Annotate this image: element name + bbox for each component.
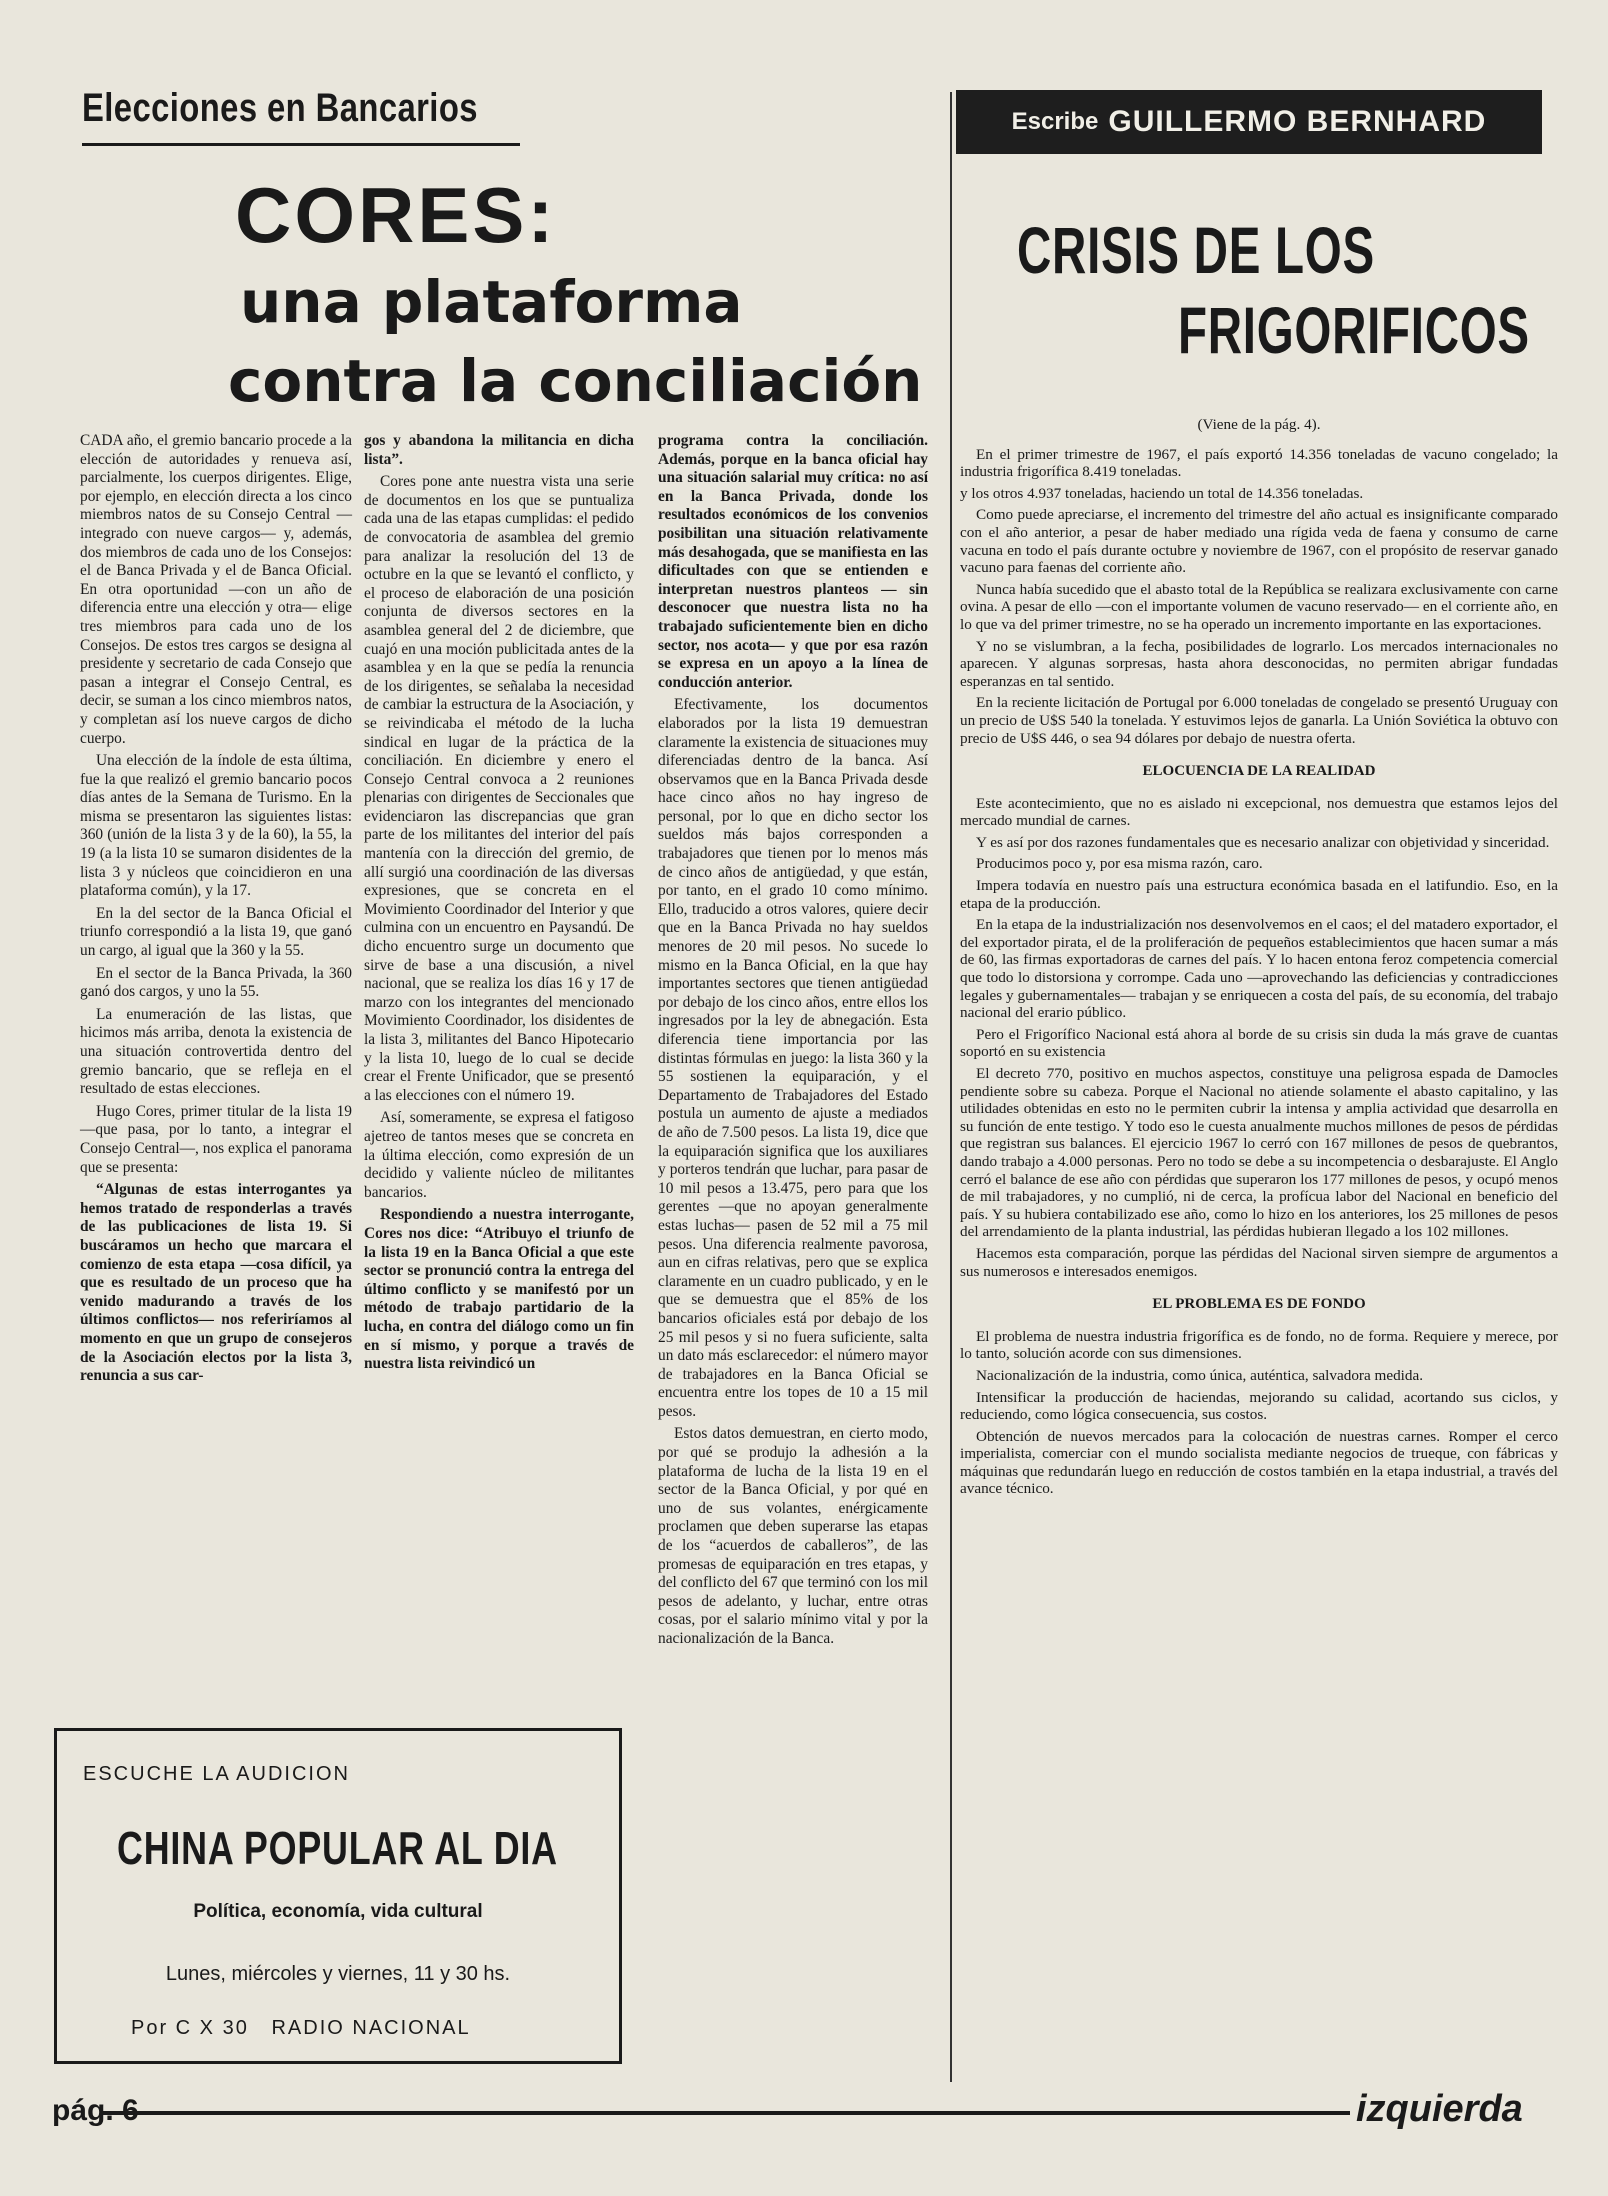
publication-name: izquierda [1350, 2088, 1529, 2131]
headline-crisis-line-2: FRIGORIFICOS [1178, 293, 1530, 367]
subhead-problema: EL PROBLEMA ES DE FONDO [1152, 1296, 1366, 1313]
headline-crisis-line-1: CRISIS DE LOS [1017, 213, 1375, 287]
column-divider [950, 92, 952, 2082]
paragraph: Como puede apreciarse, el incremento del trimestre del año actual es insignificante comparado con el año anterior, a pesar de haber mediado una rígida veda de faena y consumo de carne vacuna en todo el país durante octubre y noviembre de 1967, con el propósito de reservar ganado vacuno para faenas del corriente año. [960, 506, 1558, 577]
ad-schedule: Lunes, miércoles y viernes, 11 y 30 hs. [165, 1963, 511, 1985]
left-article-column-3 [658, 432, 928, 1653]
headline-line-2: una plataforma [240, 268, 743, 336]
continued-note: (Viene de la pág. 4). [1197, 416, 1321, 433]
left-article-column-2 [364, 432, 634, 1378]
byline-banner [956, 90, 1542, 154]
paragraph: El problema de nuestra industria frigorífica es de fondo, no de forma. Requiere y merece, por lo tanto, solución acorde con sus dimensiones. [960, 1327, 1558, 1363]
paragraph: programa contra la conciliación. Además, porque en la banca oficial hay una situación salarial muy crítica: no así en la Banca Privada, donde los resultados económicos de los convenios posibilitan una situación relativamente más desahogada, que se manifiesta en las dificultades con que se entienden e interpretan nuestros planteos — sin desconocer que nuestra lista no ha trabajado suficientemente bien en dicho sector, nos acota— y que por esa razón se expresa en un apoyo a la línea de conducción anterior. [658, 432, 928, 691]
headline-cores: CORES: [235, 171, 557, 259]
right-article-body [960, 416, 1558, 1502]
paragraph: En el sector de la Banca Privada, la 360 ganó dos cargos, y uno la 55. [80, 964, 352, 1001]
paragraph: CADA año, el gremio bancario procede a la elección de autoridades y renueva así, parcialmente, los cuerpos dirigentes. Elige, por ejemplo, en elección directa a los cinco miembros natos de su Consejo Central —integrado con nueve cargos— y, además, dos miembros de cada uno de los Consejos: el de Banca Privada y el de Banca Oficial. En otra oportunidad —con un año de diferencia entre una elección y otra— elige tres miembros para cada uno de los Consejos. De estos tres cargos se designa al presidente y secretario de cada Consejo que pasan a integrar el Consejo Central, es decir, se suman a los cinco miembros natos, y completan así los nueve cargos de dicho cuerpo. [80, 432, 352, 747]
paragraph: En el primer trimestre de 1967, el país exportó 14.356 toneladas de vacuno congelado; la industria frigorífica 8.419 toneladas. [960, 445, 1558, 481]
ad-subtitle: Política, economía, vida cultural [193, 1901, 483, 1922]
paragraph: Cores pone ante nuestra vista una serie de documentos en los que se puntualiza cada una de las etapas cumplidas: el pedido de convocatoria de asamblea del gremio para analizar la resolución del 13 de octubre en la que se levantó el conflicto, y el proceso de elaboración de una posición conjunta de diversos sectores en la asamblea general del 2 de diciembre, que cuajó en una moción publicitada antes de la asamblea y en la que se pedía la renuncia de los dirigentes, se señalaba la necesidad de cambiar la estructura de la Asociación, y se reivindicaba el método de la lucha sindical en lugar de la práctica de la conciliación. En diciembre y enero el Consejo Central convoca a 2 reuniones plenarias con dirigentes de Seccionales que evidenciaron las discrepancias que gran parte de los militantes del interior del país mantenía con la dirección del gremio, de allí surgió una coordinación de las diversas expresiones, que se concreta en el Movimiento Coordinador del Interior y que culmina con un encuentro en Paysandú. De dicho encuentro surge un documento que sirve de base a una discusión, a nivel nacional, que se realiza los días 16 y 17 de marzo con los integrantes del mencionado Movimiento Coordinador, los disidentes de la lista 3, militantes del Banco Hipotecario y la lista 10, luego de lo cual se decide crear el Frente Unificador, que se presentó a las elecciones con el número 19. [364, 473, 634, 1104]
paragraph: Y es así por dos razones fundamentales que es necesario analizar con objetividad y sinceridad. [976, 833, 1550, 851]
ad-title: CHINA POPULAR AL DIA [117, 1822, 558, 1874]
paragraph: Impera todavía en nuestro país una estructura económica basada en el latifundio. Eso, en la etapa de la producción. [960, 877, 1558, 912]
paragraph: En la etapa de la industrialización nos desenvolvemos en el caos; el del matadero exportador, el del exportador pirata, el de la proliferación de pequeños establecimientos que hacen sumar a más de 60, las firmas exportadoras de carnes del país. Y lo hacen entona feroz competencia comercial que todo lo distorsiona y corrompe. Cada uno —aprovechando las deficiencias y contradicciones legales y gubernamentales— trabajan y se enriquecen a costa del país, de su economía, del trabajo nacional del erario público. [960, 916, 1558, 1022]
radio-advertisement [54, 1728, 622, 2064]
paragraph: En la del sector de la Banca Oficial el triunfo correspondió a la lista 19, que ganó un cargo, al igual que la 360 y la 55. [80, 904, 352, 960]
paragraph: Efectivamente, los documentos elaborados por la lista 19 demuestran claramente la existencia de situaciones muy diferenciadas dentro de la banca. Así observamos que en la Banca Privada desde hace cinco años no hay ingreso de personal, por lo que en dicho sector los sueldos más bajos corresponden a trabajadores que tienen por lo menos más de cinco años de antigüedad, y que están, por tanto, en el grado 10 como mínimo. Ello, traducido a otros valores, quiere decir que en la Banca Privada no hay sueldos menores de 20 mil pesos. No sucede lo mismo en la Banca Oficial, en la que hay importantes sectores que tienen antigüedad por debajo de los cinco años, entre ellos los ingresados por la ley de abnegación. Esta diferencia tiene importancia por las distintas fórmulas en juego: la lista 360 y la 55 sostienen la equiparación, y el Departamento de Trabajadores del Estado postula un aumento de ajuste a mediados de año de 7.500 pesos. La lista 19, dice que la equiparación significa que los auxiliares y porteros tendrán que luchar, para pasar de 10 mil pesos a 13.475, pero para que los gerentes —que no apoyan generalmente estas luchas— pasen de 52 mil a 75 mil pesos. Una diferencia realmente pavorosa, aun en cifras relativas, pero que se explica claramente en un cuadro publicado, y en le que se demuestra que el 85% de los bancarios oficiales está por debajo de los 25 mil pesos y si no fuera suficiente, salta un dato más esclarecedor: el número mayor de trabajadores en la Banca Oficial se encuentra entre los topes de 10 a 15 mil pesos. [658, 696, 928, 1420]
paragraph: Una elección de la índole de esta última, fue la que realizó el gremio bancario pocos días antes de la Semana de Turismo. En la misma se presentaron las siguientes listas: 360 (unión de la lista 3 y de la 60), la 55, la 19 (a la lista 10 se sumaron disidentes de la lista 3 y núcleos que coincidieron en una plataforma común), y la 17. [80, 752, 352, 900]
page-number: pág. 6 [52, 2094, 139, 2127]
paragraph: Así, someramente, se expresa el fatigoso ajetreo de tantos meses que se concreta en la última elección, como expresión de un decidido y valiente núcleo de militantes bancarios. [364, 1109, 634, 1201]
paragraph: El decreto 770, positivo en muchos aspectos, constituye una peligrosa espada de Damocles pendiente sobre su cabeza. Porque el Nacional no atiende solamente el abasto capitalino, y las utilidades obtenidas en esto no le permiten cubrir la intensa y amplia actividad que desarrolla en su función de ente testigo. Y todo eso le cuesta anualmente muchos millones de pesos de pérdidas que registran sus balances. El ejercicio 1967 lo cerró con 167 millones de pesos de quebrantos, dando trabajo a 4.000 personas. Pero no todo se debe a su incompetencia o desbarajuste. El Anglo cerró el balance de ese año con pérdidas que superaron los 177 millones de pesos, y ocupó menos de mil trabajadores, y no cumplió, ni de cerca, la profícua labor del Nacional en beneficio del país. Y su hubiera contabilizado ese año, como lo hizo en los anteriores, los 25 millones de pesos del arrendamiento de la planta industrial, las pérdidas hubieran llegado a los 102 millones. [960, 1065, 1558, 1241]
paragraph: Nunca había sucedido que el abasto total de la República se realizara exclusivamente con carne ovina. A pesar de ello —con el importante volumen de vacuno reservado— en el corriente año, en lo que va del primer trimestre, no se ha operado un incremento importante en las exportaciones. [960, 580, 1558, 633]
paragraph: Obtención de nuevos mercados para la colocación de nuestras carnes. Romper el cerco imperialista, comerciar con el mundo socialista mediante negocios de trueque, con fábricas y máquinas que redundarán luego en reducción de costos también en la etapa industrial, a través del avance técnico. [960, 1427, 1558, 1498]
paragraph: Pero el Frigorífico Nacional está ahora al borde de su crisis sin duda la más grave de cuantas soportó en su existencia [960, 1025, 1558, 1061]
byline-author: GUILLERMO BERNHARD [1108, 105, 1487, 138]
paragraph: Nacionalización de la industria, como única, auténtica, salvadora medida. [976, 1366, 1424, 1384]
paragraph: Este acontecimiento, que no es aislado ni excepcional, nos demuestra que estamos lejos del mercado mundial de carnes. [960, 794, 1558, 830]
paragraph: Intensificar la producción de haciendas, mejorando su calidad, acortando sus ciclos, y reduciendo, como lógica consecuencia, sus costos. [960, 1388, 1558, 1424]
section-kicker: Elecciones en Bancarios [82, 86, 478, 130]
paragraph: gos y abandona la militancia en dicha lista”. [364, 432, 634, 468]
paragraph: “Algunas de estas interrogantes ya hemos tratado de responderlas a través de las publicaciones de lista 19. Si buscáramos un hecho que marcara el comienzo de esta etapa —cosa difícil, ya que es resultado de un proceso que ha venido madurando a través de los últimos conflictos— nos referiríamos al momento en que un grupo de consejeros de la Asociación electos por la lista 3, renuncia a sus car- [80, 1181, 352, 1385]
paragraph: Producimos poco y, por esa misma razón, caro. [976, 855, 1263, 873]
footer-rule [100, 2111, 1460, 2115]
kicker-underline [82, 143, 520, 146]
byline-lead: Escribe [1011, 108, 1099, 135]
paragraph: Estos datos demuestran, en cierto modo, por qué se produjo la adhesión a la plataforma de lucha de la lista 19 en el sector de la Banca Oficial, y por qué en uno de sus volantes, enérgicamente proclamen que deben superarse las etapas de los “acuerdos de caballeros”, de las promesas de equiparación en tres etapas, y del conflicto del 67 que terminó con los mil pesos de adelanto, y luchar, entre otras cosas, por el salario mínimo vital y por la nacionalización de la Banca. [658, 1425, 928, 1647]
paragraph: y los otros 4.937 toneladas, haciendo un total de 14.356 toneladas. [960, 484, 1364, 502]
paragraph: En la reciente licitación de Portugal por 6.000 toneladas de congelado se presentó Uruguay con un precio de U$S 540 la tonelada. Y estuvimos lejos de ganarla. La Unión Soviética la obtuvo con precio de U$S 446, o sea 94 dólares por debajo de nuestra oferta. [960, 694, 1558, 747]
paragraph: Hacemos esta comparación, porque las pérdidas del Nacional sirven siempre de argumentos a sus numerosos e interesados enemigos. [960, 1244, 1558, 1280]
paragraph: Respondiendo a nuestra interrogante, Cores nos dice: “Atribuyo el triunfo de la lista 19 en la Banca Oficial a que este sector se pronunció contra la entrega del último conflicto y se manifestó por un método de trabajo partidario de la lucha, en contra del diálogo como un fin en sí mismo, y porque a través de nuestra lista reivindicó un [364, 1206, 634, 1373]
headline-line-3: contra la conciliación [228, 347, 923, 415]
ad-kicker: ESCUCHE LA AUDICION [83, 1763, 350, 1785]
paragraph: Hugo Cores, primer titular de la lista 19 —que pasa, por lo tanto, a integrar el Consejo Central—, nos explica el panorama que se presenta: [80, 1102, 352, 1176]
subhead-elocuencia: ELOCUENCIA DE LA REALIDAD [1142, 763, 1376, 780]
paragraph: La enumeración de las listas, que hicimos más arriba, denota la existencia de una situación controvertida dentro del gremio bancario, que se refleja en el resultado de estas elecciones. [80, 1005, 352, 1098]
ad-station: Por C X 30 RADIO NACIONAL [131, 2017, 471, 2039]
left-article-column-1 [80, 432, 352, 1390]
paragraph: Y no se vislumbran, a la fecha, posibilidades de lograrlo. Los mercados internacionales no aparecen. Y algunas sorpresas, hasta ahora desconocidas, no permiten abrigar fundadas esperanzas en tal sentido. [960, 637, 1558, 690]
